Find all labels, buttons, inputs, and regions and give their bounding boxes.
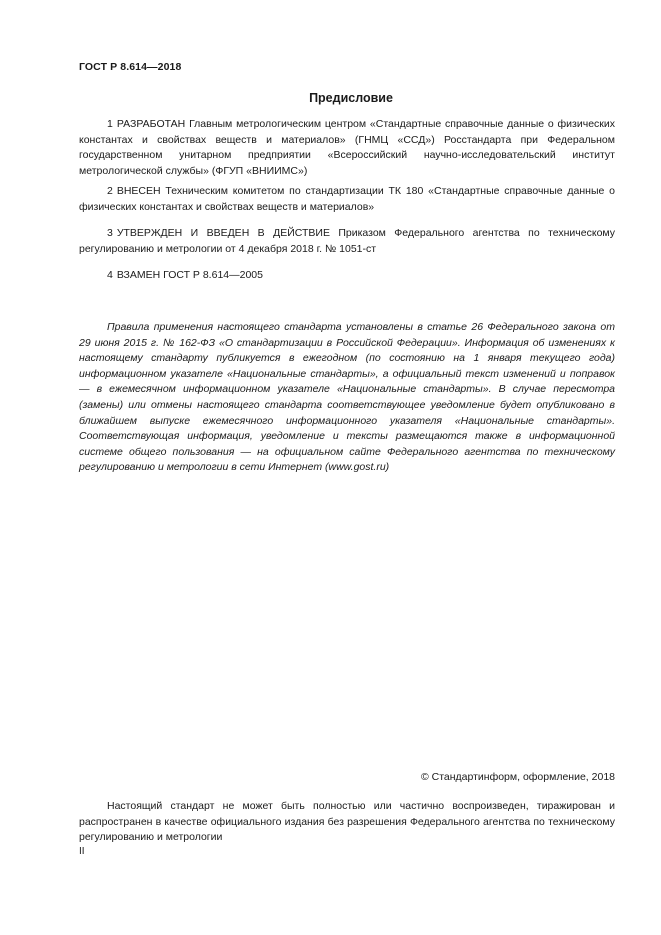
foreword-item-1 (79, 117, 615, 179)
foreword-item-4 (79, 268, 615, 284)
foreword-title: Предисловие (309, 91, 393, 105)
foreword-item-text: ВНЕСЕН Техническим комитетом по стандартизации ТК 180 «Стандартные справочные данные о физических константах и свойствах веществ и материалов» (79, 185, 615, 213)
foreword-item-text: УТВЕРЖДЕН И ВВЕДЕН В ДЕЙСТВИЕ Приказом Федерального агентства по техническому регулированию и метрологии от 4 декабря 2018 г. № 1051-ст (79, 227, 615, 255)
foreword-item-text: ВЗАМЕН ГОСТ Р 8.614—2005 (116, 269, 263, 281)
standard-code: ГОСТ Р 8.614—2018 (79, 61, 182, 73)
application-rules-notice: Правила применения настоящего стандарта установлены в статье 26 Федерального закона от 29 июня 2015 г. № 162-ФЗ «О стандартизации в Российской Федерации». Информация об изменениях к настоящему стандарту публикуется в ежегодном (по состоянию на 1 января текущего года) информационном указателе «Национальные стандарты», а официальный текст изменений и поправок — в ежемесячном информационном указателе «Национальные стандарты». В случае пересмотра (замены) или отмены настоящего стандарта соответствующее уведомление будет опубликовано в ближайшем выпуске ежемесячного информационного указателя «Национальные стандарты». Соответствующая информация, уведомление и тексты размещаются также в информационной системе общего пользования — на официальном сайте Федерального агентства по техническому регулированию и метрологии в сети Интернет (www.gost.ru) (79, 321, 615, 474)
foreword-item-text: РАЗРАБОТАН Главным метрологическим центром «Стандартные справочные данные о физических константах и свойствах веществ и материалов» (ГНМЦ «ССД») Росстандарта при Федеральном государственном унитарном предприятии «Всероссийский научно-исследовательский институт метрологической службы» (ФГУП «ВНИИМС») (79, 118, 615, 177)
foreword-item-3 (79, 226, 615, 257)
foreword-item-number: 4 (107, 269, 113, 281)
foreword-item-number: 3 (107, 227, 113, 239)
foreword-item-number: 1 (107, 118, 113, 130)
copyright-line: © Стандартинформ, оформление, 2018 (420, 771, 615, 783)
reproduction-notice: Настоящий стандарт не может быть полностью или частично воспроизведен, тиражирован и распространен в качестве официального издания без разрешения Федерального агентства по техническому регулированию и метрологии (79, 800, 615, 843)
foreword-item-2 (79, 184, 615, 215)
foreword-item-number: 2 (107, 185, 113, 197)
page-number: II (79, 846, 85, 857)
